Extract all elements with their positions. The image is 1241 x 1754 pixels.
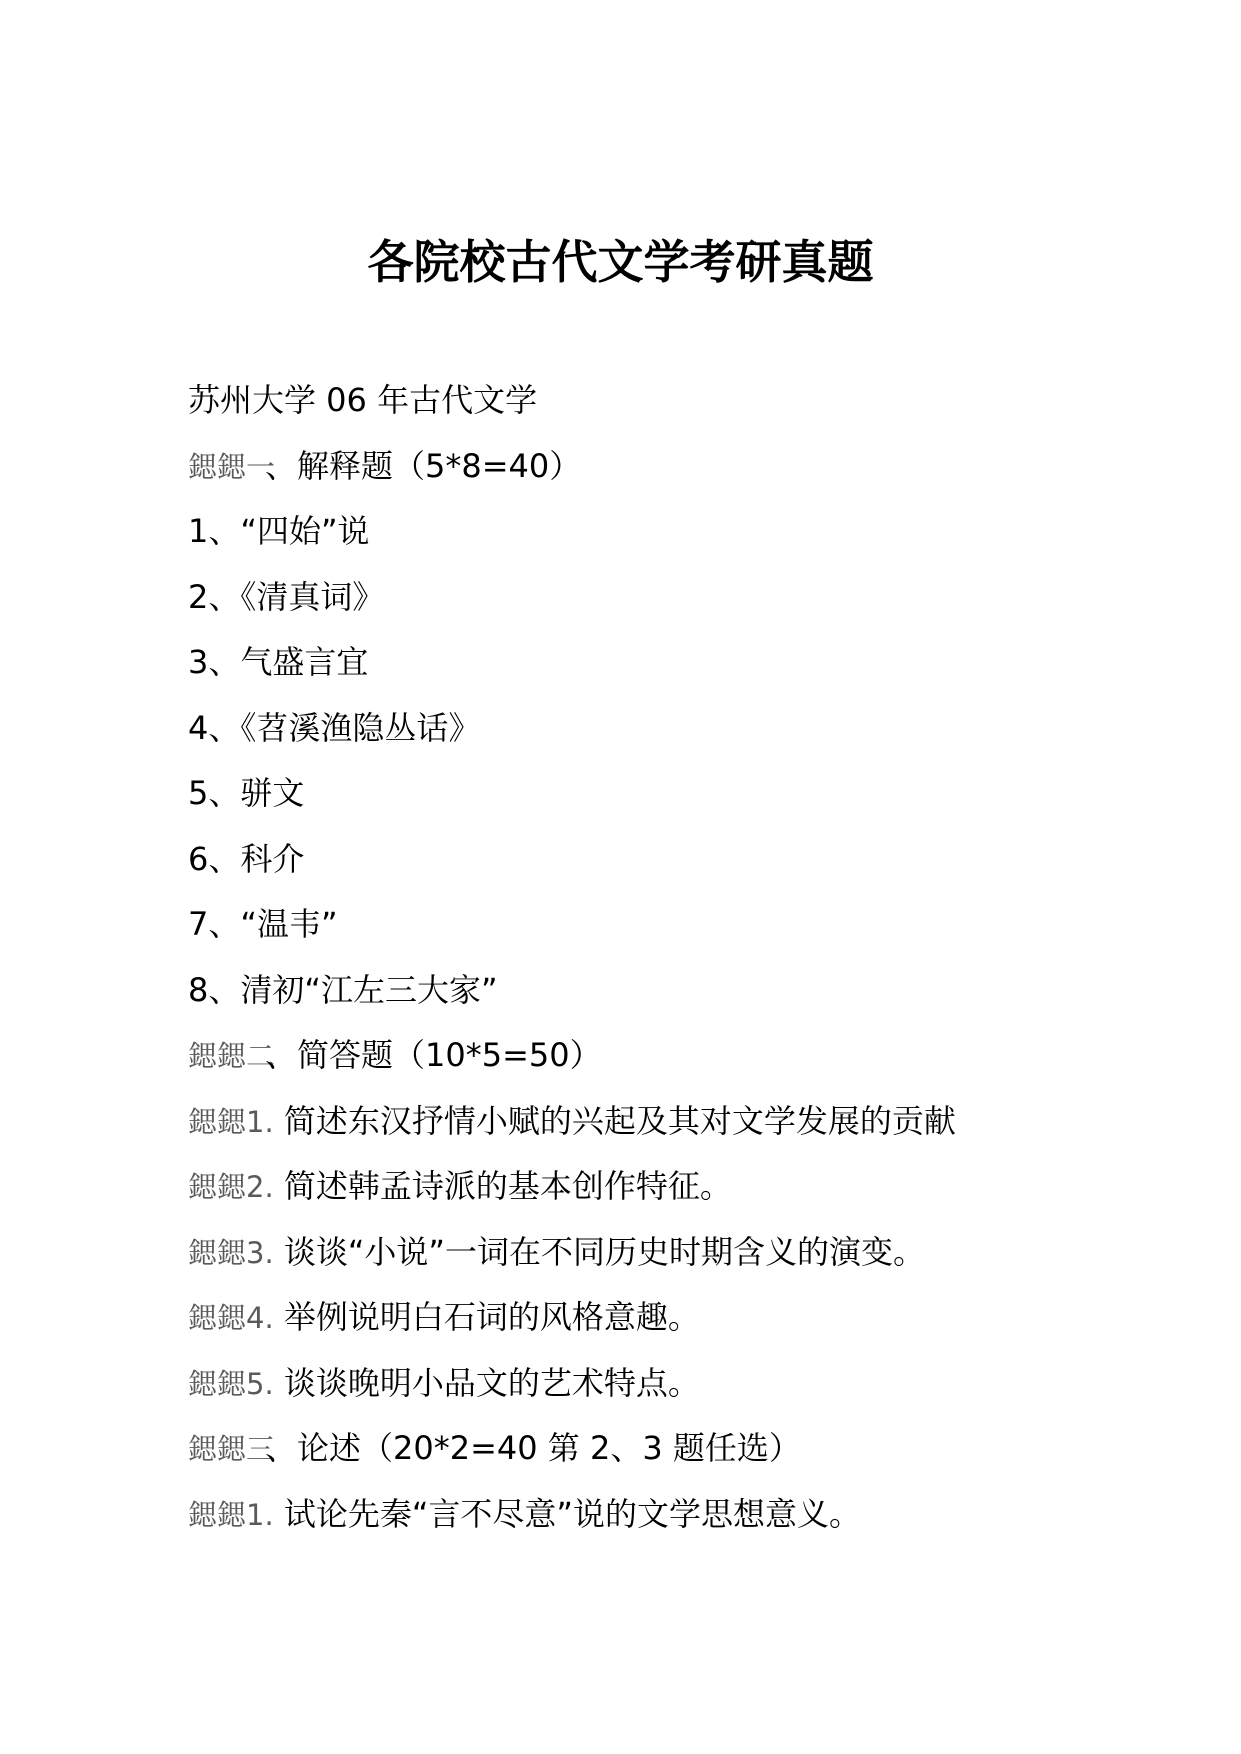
section-heading [188,368,1148,434]
line-text: 举例说明白石词的风格意趣。 [273,1298,700,1336]
line-text: 谈谈晚明小品文的艺术特点。 [273,1363,700,1402]
line-text: 简述韩孟诗派的基本创作特征。 [273,1167,732,1205]
question-item [188,630,1148,696]
line-text: 5、骈文 [188,774,305,812]
question-item [188,1482,1148,1548]
line-text: 简述东汉抒情小赋的兴起及其对文学发展的贡献 [273,1101,956,1140]
part-heading [188,434,1148,500]
part-heading [188,1416,1148,1482]
line-text: 8、清初“江左三大家” [188,970,498,1009]
garbled-prefix: 鍶鍶三 [188,1432,276,1466]
line-text: 谈谈“小说”一词在不同历史时期含义的演变。 [273,1232,926,1271]
line-text: 2、《清真词》 [188,577,385,616]
line-text: 苏州大学 06 年古代文学 [188,381,538,419]
question-item [188,892,1148,958]
line-text: 6、科介 [188,839,305,878]
line-text: 7、“温韦” [188,905,338,943]
line-text: 试论先秦“言不尽意”说的文学思想意义。 [273,1494,862,1533]
garbled-prefix: 鍶鍶3. [188,1235,274,1270]
garbled-prefix: 鍶鍶一 [188,449,276,484]
garbled-prefix: 鍶鍶1. [188,1497,274,1532]
question-item [188,827,1148,893]
question-item [188,499,1148,565]
question-item [188,761,1148,827]
garbled-prefix: 鍶鍶2. [188,1170,274,1204]
garbled-prefix: 鍶鍶4. [188,1301,274,1335]
page-title: 各院校古代文学考研真题 [367,235,874,289]
garbled-prefix: 鍶鍶1. [188,1104,274,1139]
line-text: 、简答题（10*5=50） [265,1036,602,1074]
question-item [188,696,1148,762]
line-text: 1、“四始”说 [188,512,370,550]
line-text: 4、《苕溪渔隐丛话》 [188,708,481,747]
line-text: 、解释题（5*8=40） [265,446,582,485]
question-item [188,1154,1148,1220]
part-heading [188,1023,1148,1089]
garbled-prefix: 鍶鍶5. [188,1366,274,1401]
question-item [188,1220,1148,1286]
question-item [188,1351,1148,1417]
question-item [188,1089,1148,1155]
garbled-prefix: 鍶鍶二 [188,1039,276,1073]
line-text: 3、气盛言宜 [188,643,369,681]
line-text: 、论述（20*2=40 第 2、3 题任选） [265,1429,801,1467]
document-body [188,368,1148,1547]
question-item [188,565,1148,631]
question-item [188,958,1148,1024]
question-item [188,1285,1148,1351]
